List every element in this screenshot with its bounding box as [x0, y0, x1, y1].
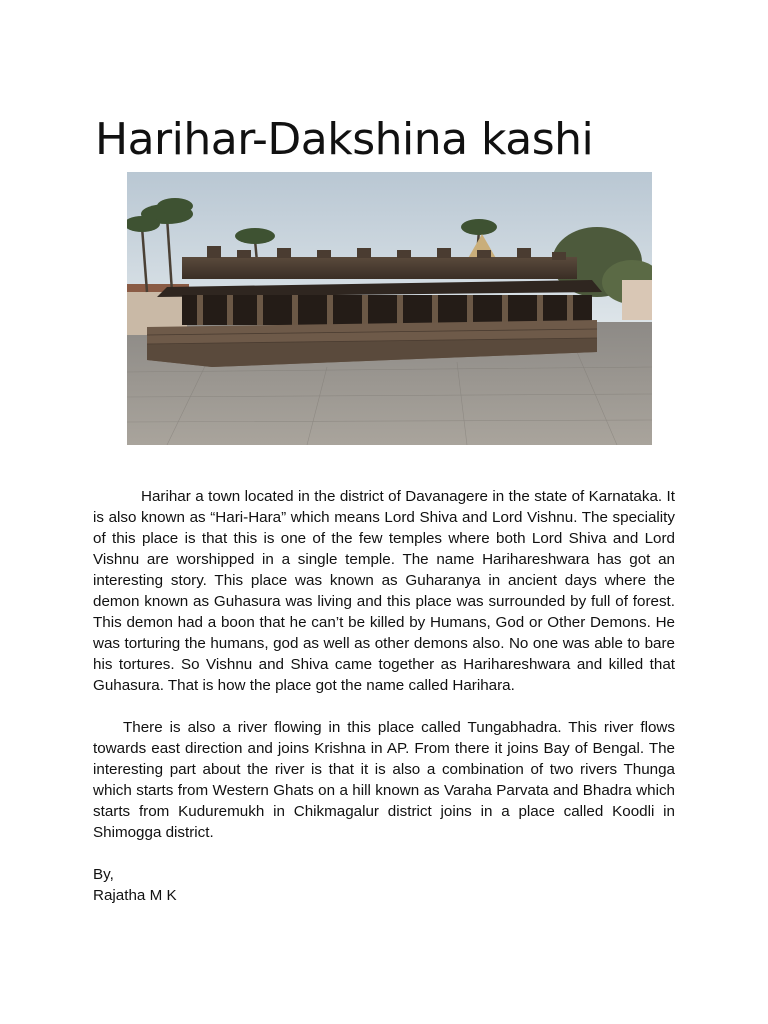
signoff-by: By, — [93, 866, 114, 883]
paragraph-tungabhadra-river: There is also a river flowing in this place called Tungabhadra. This river flows towards east direction and joins Krishna in AP. From there it joins Bay of Bengal. The interesting part about the river is that it is also a combination of two rivers Thunga which starts from Western Ghats on a hill known as Varaha Parvata and Bhadra which starts from Kuduremukh in Chikmagalur district joins in a place called Koodli in Shimogga district. — [93, 719, 675, 841]
body-text — [93, 486, 675, 906]
signoff — [93, 864, 675, 906]
paragraph-harihar-history: Harihar a town located in the district of Davanagere in the state of Karnataka. It is also known as “Hari-Hara” which means Lord Shiva and Lord Vishnu. The speciality of this place is that this is one of the few temples where both Lord Shiva and Lord Vishnu are worshipped in a single temple. The name Harihareshwara has got an interesting story. This place was known as Guharanya in ancient days where the demon known as Guhasura was living and this place was surrounded by full of forest. This demon had a boon that he can’t be killed by Humans, God or Other Demons. He was torturing the humans, god as well as other demons also. No one was able to bare his tortures. So Vishnu and Shiva came together as Harihareshwara and killed that Guhasura. That is how the place got the name called Harihara. — [93, 488, 675, 694]
author-name: Rajatha M K — [93, 887, 177, 904]
temple-photo — [127, 172, 652, 445]
page-title: Harihar-Dakshina kashi — [95, 114, 594, 165]
